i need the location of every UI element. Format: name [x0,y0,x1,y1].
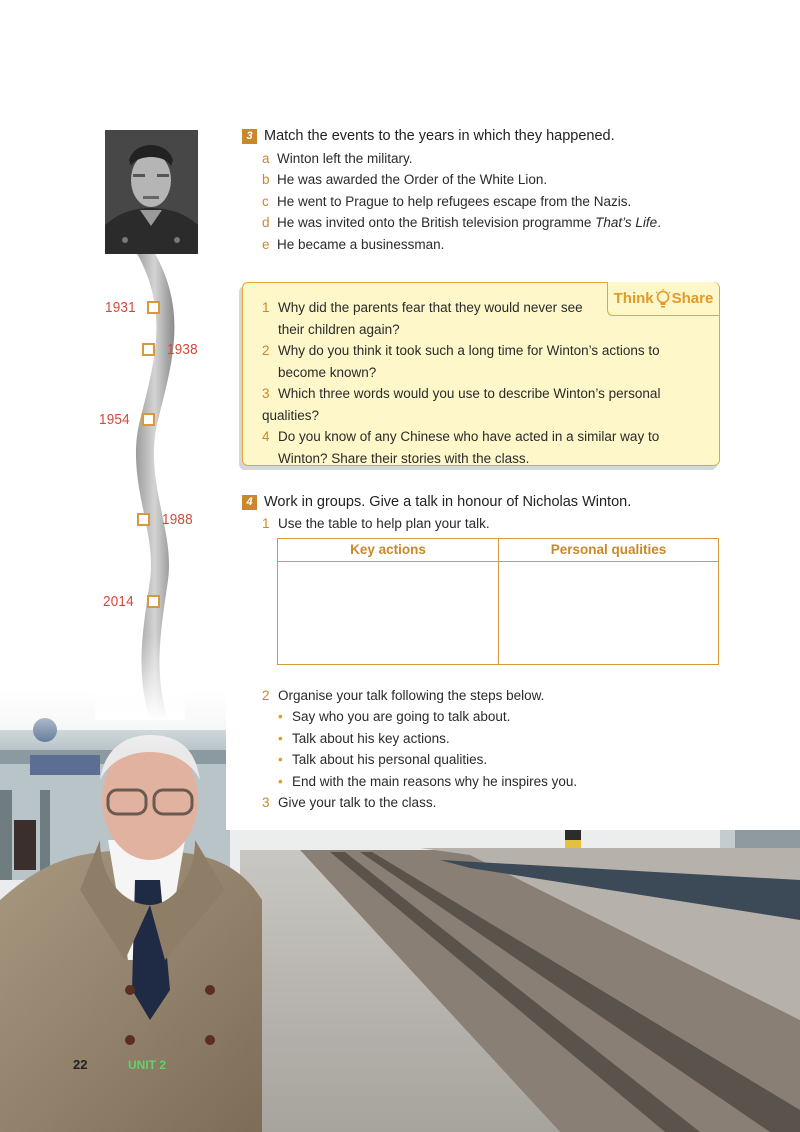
think-label: Think [613,290,654,307]
event-text: He went to Prague to help refugees escape from the Nazis. [277,193,632,209]
bullet-dot: • [278,709,283,725]
step-number: 2 [262,688,270,703]
event-text: Winton left the military. [277,151,413,166]
timeline-year-1931: 1931 [105,299,136,316]
question-text: Why did the parents fear that they would never see [278,300,583,315]
question-number: 2 [262,343,270,358]
event-item [262,169,722,190]
event-label: d [262,215,270,231]
step-1 [262,513,490,534]
bullet-dot: • [278,730,283,746]
question-item [262,297,712,319]
steps-2-3 [262,685,722,813]
event-label: c [262,193,269,209]
section-4-number: 4 [242,495,257,510]
bullet-item [262,706,722,727]
event-item [262,212,722,233]
question-number: 4 [262,429,270,444]
timeline-year-1988: 1988 [162,511,193,528]
timeline-answer-box-1938[interactable] [142,343,155,356]
bullet-text: End with the main reasons why he inspires you. [292,773,578,789]
event-label: a [262,151,270,166]
event-text: He was awarded the Order of the White Lion. [277,172,548,188]
timeline-year-1938: 1938 [167,341,198,358]
bullet-dot: • [278,752,283,768]
event-item [262,148,722,169]
question-item [262,340,712,362]
bullet-item [262,728,722,749]
question-continuation: Winton? Share their stories with the class. [278,450,530,466]
step-text: Organise your talk following the steps below. [278,688,545,703]
page-number: 22 [73,1057,88,1072]
event-text-end: . [657,215,661,231]
table-header-key-actions: Key actions [350,542,426,557]
event-text: He was invited onto the British television programme [277,215,596,231]
event-label: b [262,172,270,188]
bullet-text: Talk about his personal qualities. [292,752,488,768]
step-text: Use the table to help plan your talk. [278,516,490,531]
section-4-title: Work in groups. Give a talk in honour of Nicholas Winton. [264,494,632,510]
bullet-item [262,749,722,770]
winton-military-portrait [105,130,198,254]
question-continuation: become known? [278,364,377,380]
bullet-text: Talk about his key actions. [292,730,450,746]
step-number: 1 [262,516,270,531]
question-number: 3 [262,386,270,401]
step-number: 3 [262,795,270,811]
question-continuation: their children again? [278,321,400,337]
timeline-answer-box-1954[interactable] [142,413,155,426]
event-label: e [262,236,270,252]
section-4-heading [242,494,631,510]
unit-label: UNIT 2 [128,1058,167,1072]
step-3 [262,792,722,813]
bullet-text: Say who you are going to talk about. [292,709,511,725]
event-item [262,234,722,255]
timeline-year-2014: 2014 [103,593,134,610]
timeline-year-1954: 1954 [99,411,130,428]
section-3-heading [242,128,615,144]
question-text: Do you know of any Chinese who have acted in a similar way to [278,429,660,444]
section-3-list [262,148,722,255]
step-2 [262,685,722,706]
timeline-answer-box-1988[interactable] [137,513,150,526]
step-text: Give your talk to the class. [278,795,437,811]
think-share-questions [262,297,712,469]
section-3-title: Match the events to the years in which they happened. [264,128,615,144]
section-3-number: 3 [242,129,257,144]
question-text: Why do you think it took such a long time for Winton’s actions to [278,343,660,358]
event-text: He became a businessman. [277,236,445,252]
timeline-answer-box-2014[interactable] [147,595,160,608]
event-item [262,191,722,212]
timeline-answer-box-1931[interactable] [147,301,160,314]
question-number: 1 [262,300,270,315]
table-header-personal-qualities: Personal qualities [550,542,667,557]
question-item [262,383,712,426]
question-item [262,426,712,448]
tv-programme-title: That’s Life [595,215,658,231]
question-text: Which three words would you use to describe Winton’s personal qualities? [262,386,661,423]
share-label: Share [671,290,714,307]
key-actions-cell[interactable] [278,562,498,664]
personal-qualities-cell[interactable] [499,562,718,664]
planning-table [277,538,719,665]
bullet-dot: • [278,773,283,789]
timeline-ribbon [95,250,185,720]
bullet-item [262,771,722,792]
